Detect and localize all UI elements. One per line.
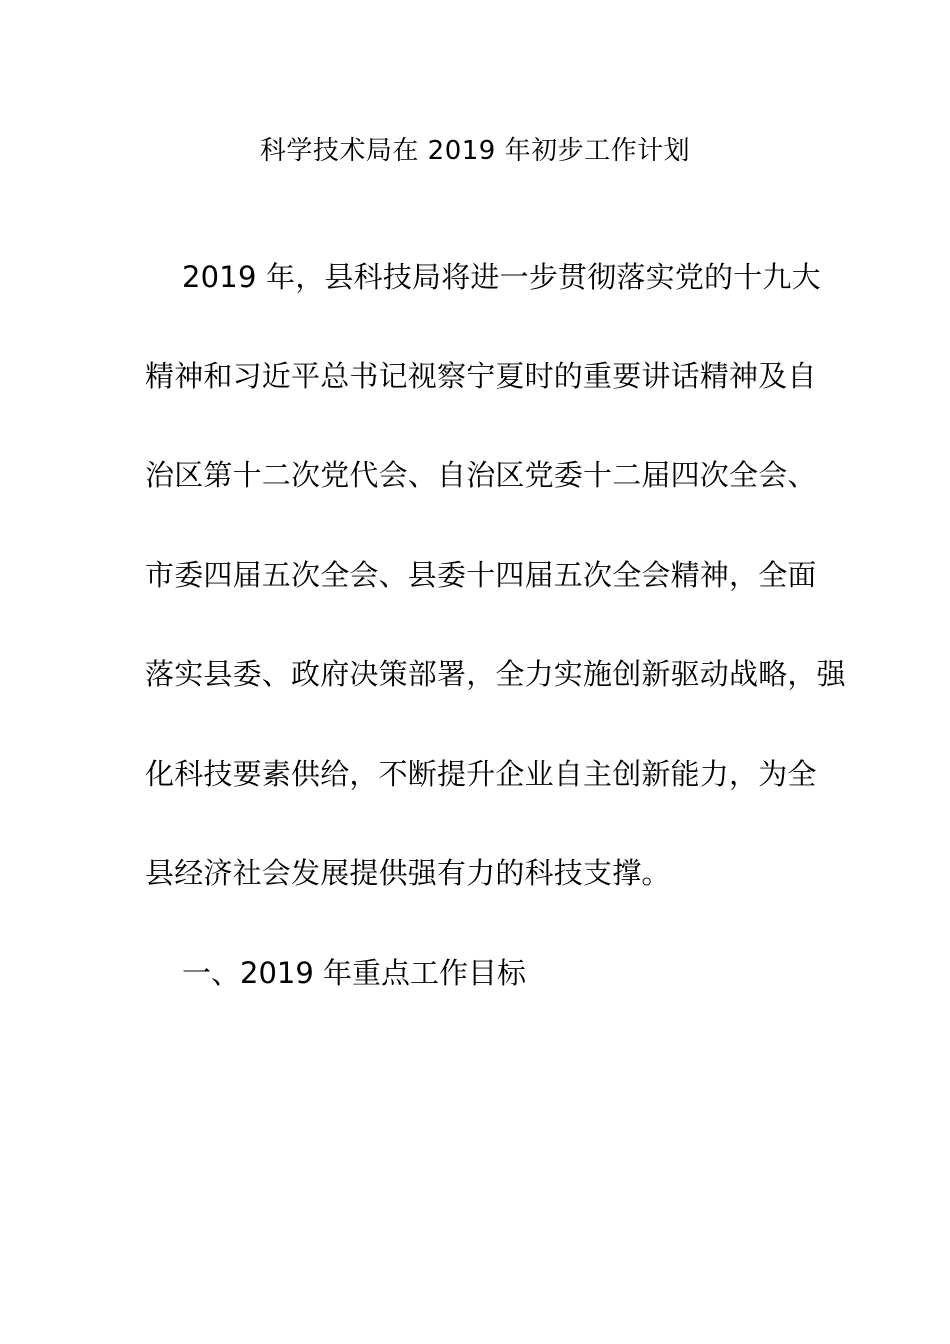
paragraph-line-5: 落实县委、政府决策部署，全力实施创新驱动战略，强 [145, 657, 846, 691]
paragraph-line-4: 市委四届五次全会、县委十四届五次全会精神，全面 [145, 558, 817, 592]
paragraph-line-3: 治区第十二次党代会、自治区党委十二届四次全会、 [145, 458, 817, 492]
document-title: 科学技术局在 2019 年初步工作计划 [259, 136, 691, 166]
paragraph-line-6: 化科技要素供给，不断提升企业自主创新能力，为全 [145, 757, 817, 791]
paragraph-line-1: 2019 年，县科技局将进一步贯彻落实党的十九大 [182, 260, 821, 294]
paragraph-line-7: 县经济社会发展提供强有力的科技支撑。 [145, 856, 671, 890]
section-heading: 一、2019 年重点工作目标 [182, 956, 527, 990]
paragraph-line-2: 精神和习近平总书记视察宁夏时的重要讲话精神及自 [145, 359, 817, 393]
